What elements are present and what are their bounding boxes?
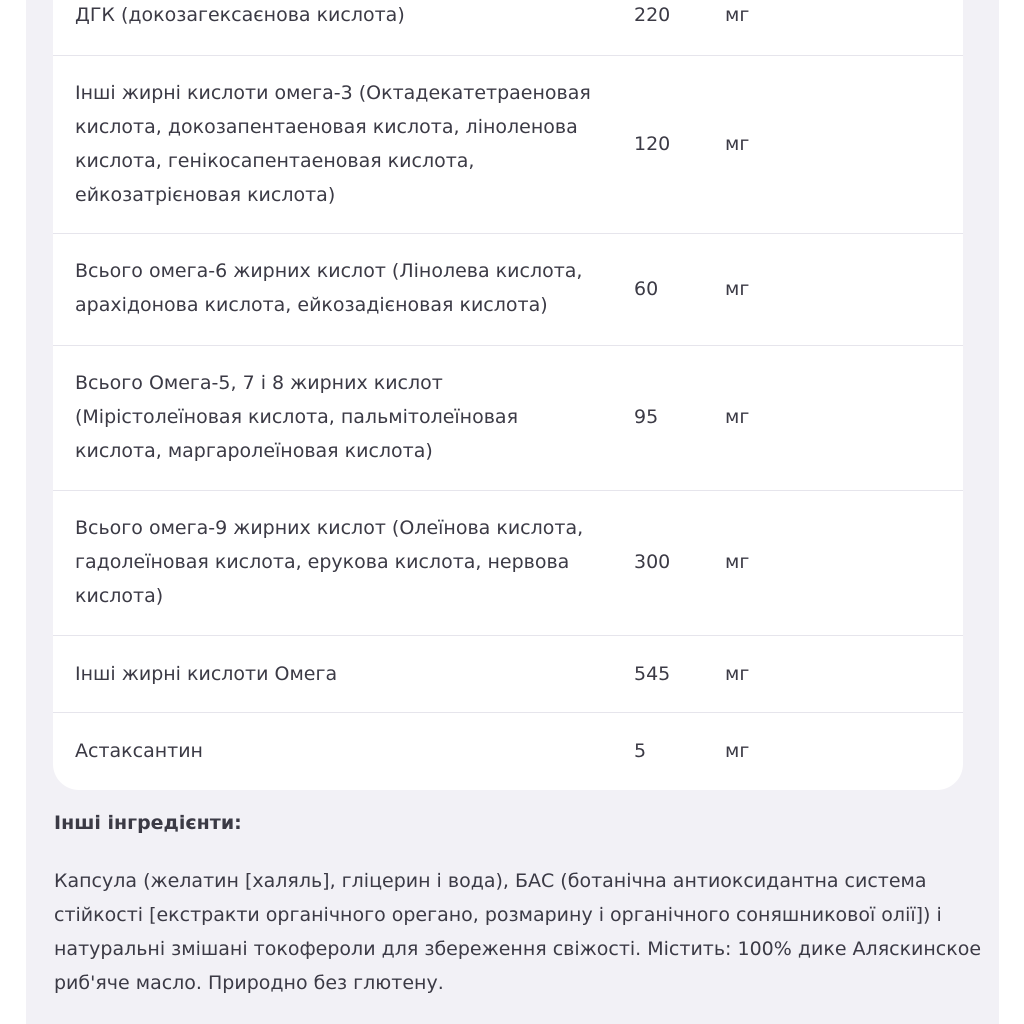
- nutrient-amount: 60: [634, 278, 659, 300]
- nutrient-unit: мг: [725, 663, 750, 685]
- nutrient-amount: 120: [634, 133, 671, 155]
- table-row: [53, 346, 963, 491]
- other-ingredients-heading: Інші інгредієнти:: [54, 812, 242, 834]
- nutrient-table: [53, 0, 963, 790]
- table-row: [53, 636, 963, 713]
- nutrient-name: Астаксантин: [75, 740, 203, 762]
- nutrient-amount: 545: [634, 663, 671, 685]
- other-ingredients-text: Капсула (желатин [халяль], гліцерин і вода), БАС (ботанічна антиоксидантна система стійкості [екстракти органічного орегано, розмарину і органічного соняшникової олії]) і натуральні змішані токофероли для збереження свіжості. Містить: 100% дике Аляскинское риб'яче масло. Природно без глютену.: [54, 870, 982, 994]
- nutrient-name: Всього омега-9 жирних кислот (Олеїнова кислота, гадолеїновая кислота, ерукова кислота, нервова кислота): [75, 517, 584, 607]
- nutrient-amount: 5: [634, 740, 647, 762]
- nutrient-name: Інші жирні кислоти Омега: [75, 663, 338, 685]
- table-row: [53, 234, 963, 346]
- supplement-facts-panel: [26, 0, 999, 1024]
- table-row: [53, 56, 963, 234]
- table-row: [53, 0, 963, 56]
- table-row: [53, 491, 963, 636]
- nutrient-amount: 300: [634, 551, 671, 573]
- nutrient-unit: мг: [725, 278, 750, 300]
- nutrient-unit: мг: [725, 740, 750, 762]
- nutrient-name: Інші жирні кислоти омега-3 (Октадекатетраеновая кислота, докозапентаеновая кислота, ліноленова кислота, генікосапентаеновая кислота, ейкозатрієновая кислота): [75, 82, 591, 206]
- nutrient-amount: 220: [634, 4, 671, 26]
- nutrient-name: ДГК (докозагексаєнова кислота): [75, 4, 405, 26]
- nutrient-name: Всього омега-6 жирних кислот (Лінолева кислота, арахідонова кислота, ейкозадієновая кислота): [75, 260, 583, 316]
- nutrient-unit: мг: [725, 4, 750, 26]
- nutrient-unit: мг: [725, 406, 750, 428]
- table-row: [53, 713, 963, 790]
- nutrient-unit: мг: [725, 133, 750, 155]
- nutrient-name: Всього Омега-5, 7 і 8 жирних кислот (Мірістолеїновая кислота, пальмітолеїновая кислота, маргаролеїновая кислота): [75, 372, 519, 462]
- nutrient-amount: 95: [634, 406, 659, 428]
- nutrient-unit: мг: [725, 551, 750, 573]
